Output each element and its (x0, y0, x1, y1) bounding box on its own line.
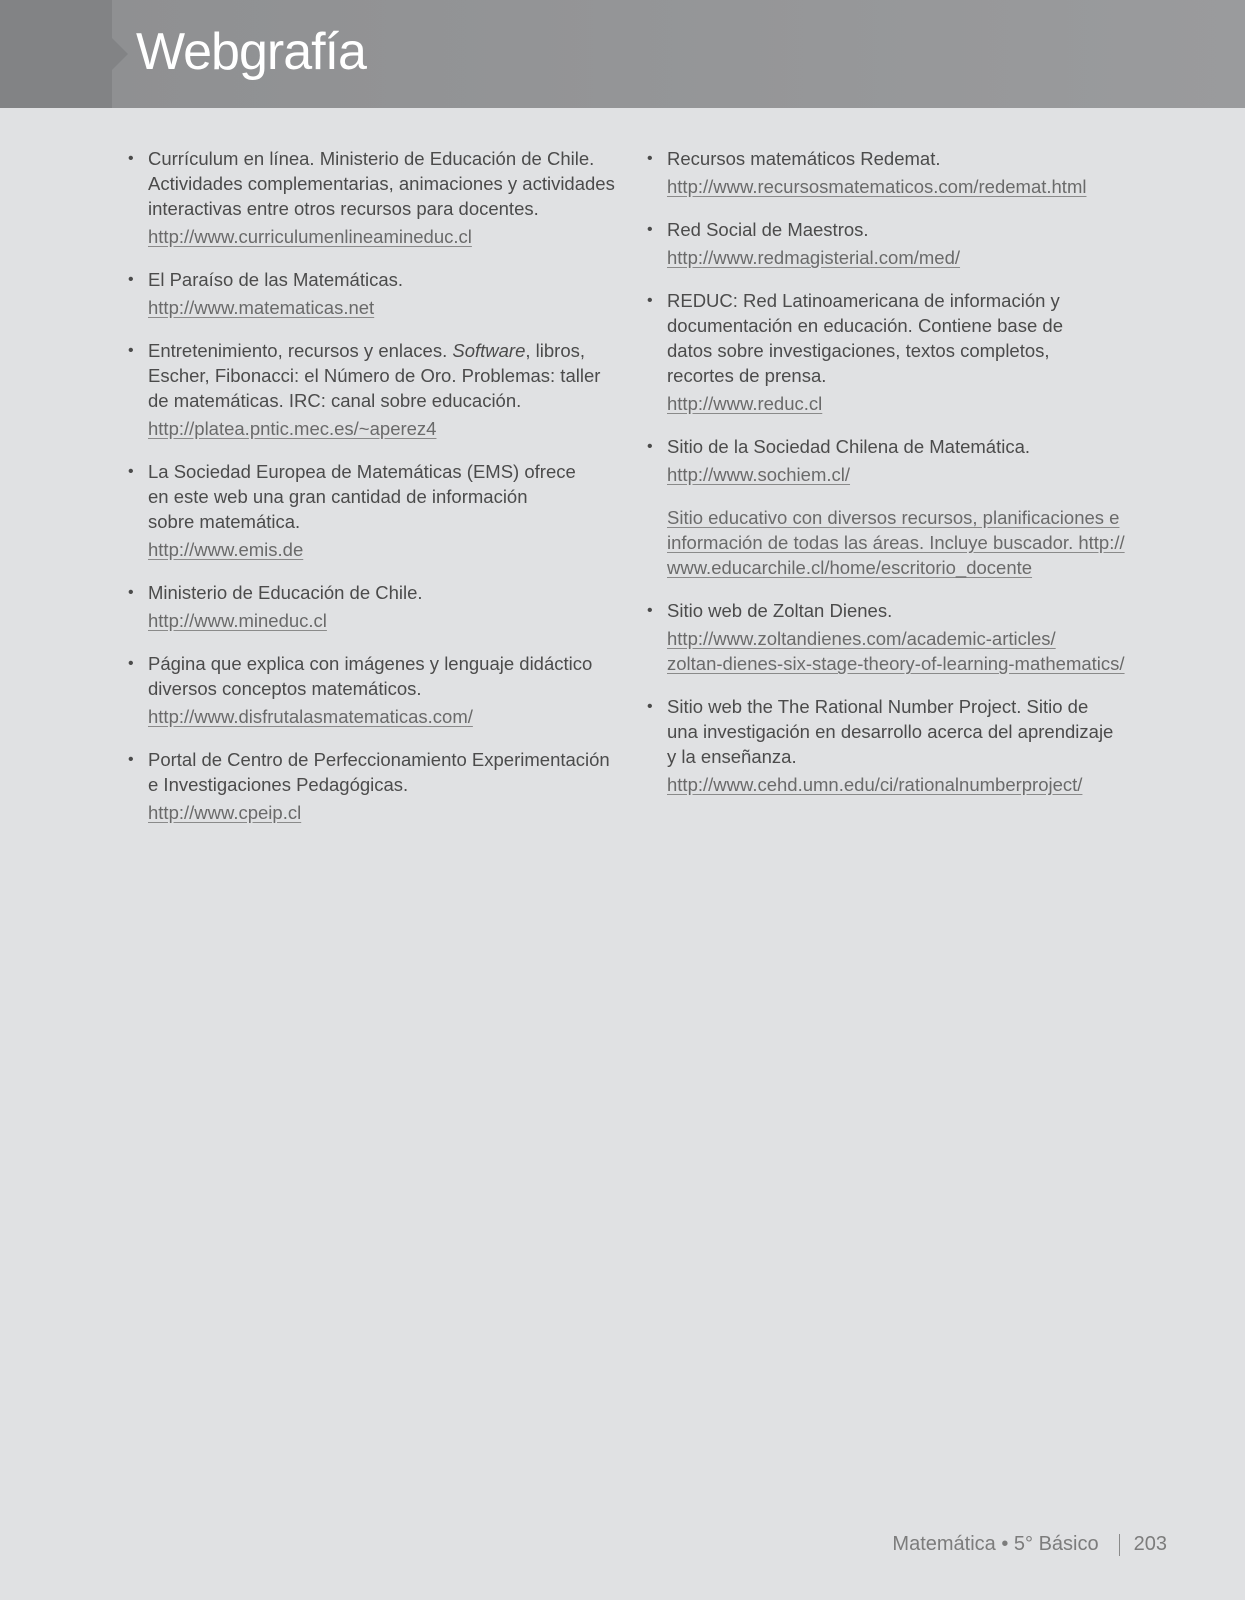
footer-divider (1119, 1534, 1120, 1556)
book-label: Matemática • 5° Básico (892, 1533, 1099, 1555)
header-bar (0, 0, 1245, 108)
item-link[interactable]: http://www.zoltandienes.com/academic-articles/ zoltan-dienes-six-stage-theory-of-learning-mathematics/ (667, 628, 1125, 674)
item-description: • Sitio web the The Rational Number Project. Sitio de una investigación en desarrollo acerca del aprendizaje y la enseñanza. (667, 696, 1114, 767)
item-link[interactable]: http://www.mineduc.cl (148, 610, 327, 631)
header-arrow-icon (112, 38, 128, 70)
item-description: • REDUC: Red Latinoamericana de información y documentación en educación. Contiene base de datos sobre investigaciones, textos completos, recortes de prensa. (667, 290, 1063, 386)
item-description: • Sitio de la Sociedad Chilena de Matemática. (667, 436, 1031, 457)
item-description: • Ministerio de Educación de Chile. (148, 582, 423, 603)
item-link[interactable]: http://www.cpeip.cl (148, 802, 302, 823)
item-link[interactable]: http://www.recursosmatematicos.com/redemat.html (667, 176, 1087, 197)
item-description-italic: Software (452, 340, 526, 361)
right-column (647, 146, 1147, 815)
list-item (128, 459, 618, 562)
item-description: • La Sociedad Europea de Matemáticas (EMS) ofrece en este web una gran cantidad de información sobre matemática. (148, 461, 576, 532)
list-item (128, 651, 618, 729)
item-link[interactable]: http://www.disfrutalasmatematicas.com/ (148, 706, 473, 727)
item-description-part: , libros, Escher, Fibonacci: el Número de Oro. Problemas: taller de matemáticas. IRC: canal sobre educación. (148, 340, 601, 411)
left-resource-list (128, 146, 618, 825)
item-link[interactable]: http://www.reduc.cl (667, 393, 823, 414)
item-description (148, 338, 618, 413)
item-description: • Página que explica con imágenes y lenguaje didáctico diversos conceptos matemáticos. (148, 653, 593, 699)
item-link[interactable]: http://www.sochiem.cl/ (667, 464, 851, 485)
item-link[interactable]: http://www.matematicas.net (148, 297, 375, 318)
list-item (128, 747, 618, 825)
list-item (647, 434, 1147, 487)
page-footer (892, 1533, 1167, 1556)
page-number: 203 (1133, 1533, 1167, 1555)
list-item (647, 288, 1147, 416)
list-item (128, 580, 618, 633)
list-item (128, 338, 618, 441)
page-title: Webgrafía (136, 23, 366, 81)
list-item (647, 694, 1147, 797)
item-link[interactable]: http://platea.pntic.mec.es/~aperez4 (148, 418, 437, 439)
item-link[interactable]: http://www.curriculumenlineamineduc.cl (148, 226, 472, 247)
item-description: • Red Social de Maestros. (667, 219, 869, 240)
item-description-part: Entretenimiento, recursos y enlaces. (148, 340, 453, 361)
item-description: • Sitio web de Zoltan Dienes. (667, 600, 893, 621)
list-item (647, 146, 1147, 199)
list-item (647, 598, 1147, 676)
header-tab (0, 0, 112, 108)
item-link[interactable]: http://www.cehd.umn.edu/ci/rationalnumberproject/ (667, 774, 1083, 795)
list-item (647, 217, 1147, 270)
right-resource-list (647, 146, 1147, 797)
item-description: • Portal de Centro de Perfeccionamiento Experimentación e Investigaciones Pedagógicas. (148, 749, 610, 795)
list-item (128, 267, 618, 320)
left-column (128, 146, 618, 843)
item-description: • Currículum en línea. Ministerio de Educación de Chile. Actividades complementarias, animaciones y actividades interactivas entre otros recursos para docentes. (148, 148, 615, 219)
item-link[interactable]: Sitio educativo con diversos recursos, planificaciones e información de todas las áreas. Incluye buscador. http:// www.educarchile.cl/home/escritorio_docente (667, 507, 1125, 578)
list-item (128, 146, 618, 249)
list-item (647, 505, 1147, 580)
item-link[interactable]: http://www.emis.de (148, 539, 304, 560)
item-link[interactable]: http://www.redmagisterial.com/med/ (667, 247, 961, 268)
item-description: • Recursos matemáticos Redemat. (667, 148, 941, 169)
item-description: • El Paraíso de las Matemáticas. (148, 269, 403, 290)
